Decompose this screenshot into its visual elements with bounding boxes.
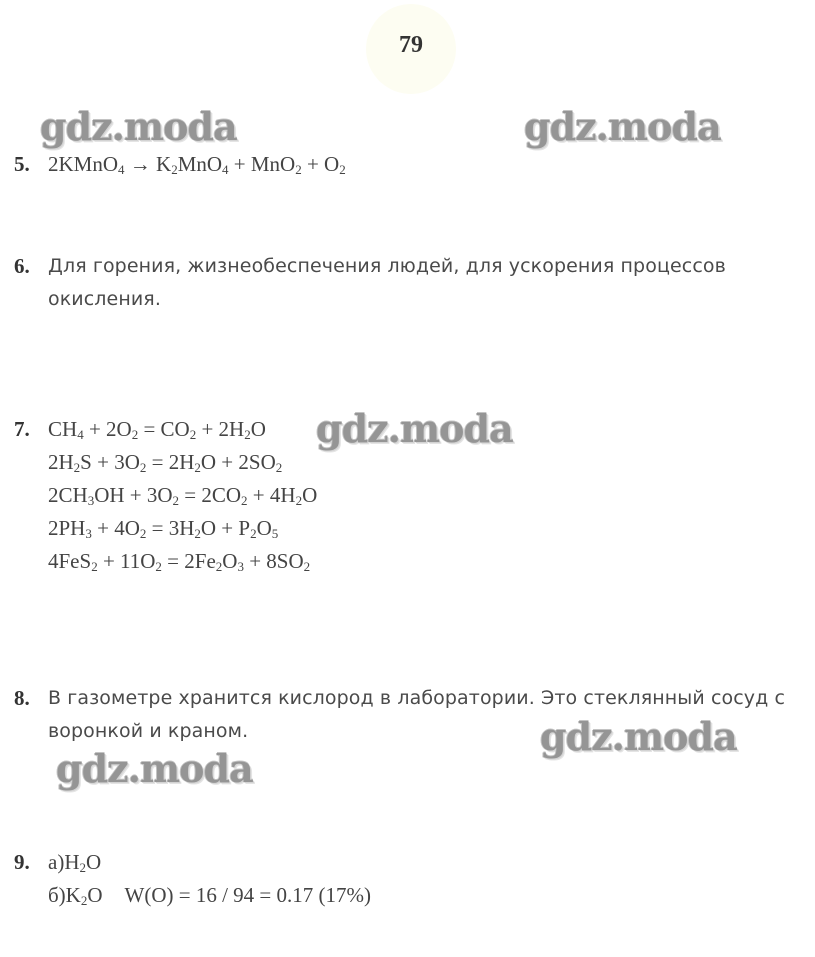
subscript: 3 (85, 526, 92, 541)
subscript: 2 (194, 460, 201, 475)
task-number: 8. (14, 686, 30, 710)
subscript: 2 (155, 559, 162, 574)
subscript: 4 (77, 427, 84, 442)
text-segment: O (222, 549, 238, 573)
task-8 (14, 682, 785, 748)
task-line (48, 283, 726, 316)
task-number: 6. (14, 254, 30, 278)
subscript: 2 (131, 427, 139, 442)
text-segment: + 4O (91, 516, 140, 540)
text-segment: 2CH (48, 483, 88, 507)
text-segment: + 4H (247, 483, 296, 507)
text-segment: MnO (177, 152, 223, 176)
subscript: 2 (73, 460, 81, 475)
task-number: 5. (14, 152, 30, 176)
watermark-logo: gdz.moda (524, 104, 721, 149)
text-segment: окисления. (48, 288, 161, 310)
task-6 (14, 250, 726, 316)
task-line (48, 846, 371, 879)
subscript: 2 (194, 526, 201, 541)
task-9 (14, 846, 371, 912)
subscript: 2 (139, 526, 147, 541)
text-segment: а)H (48, 850, 80, 874)
subscript: 2 (215, 559, 223, 574)
text-segment: O (256, 516, 272, 540)
text-segment: 2KMnO (48, 152, 119, 176)
text-segment: 2PH (48, 516, 86, 540)
text-segment: S + 3O (80, 450, 140, 474)
text-segment: + 11O (97, 549, 156, 573)
subscript: 2 (79, 860, 86, 875)
subscript: 4 (222, 162, 229, 177)
page-number: 79 (399, 32, 423, 58)
text-segment: Для горения, жизнеобеспечения людей, для ускорения процессов (48, 255, 726, 277)
task-line (48, 545, 317, 578)
text-segment: + 2O (83, 417, 132, 441)
text-segment: = 2H (146, 450, 195, 474)
watermark-logo: gdz.moda (316, 406, 513, 451)
watermark-logo: gdz.moda (56, 746, 253, 791)
subscript: 2 (250, 526, 257, 541)
task-line (48, 446, 317, 479)
text-segment: = 2Fe (161, 549, 216, 573)
task-line (48, 682, 785, 715)
subscript: 2 (275, 460, 283, 475)
task-7 (14, 413, 317, 578)
text-segment: В газометре хранится кислород в лаборатории. Это стеклянный сосуд с (48, 687, 786, 709)
text-segment: O + P (200, 516, 251, 540)
task-line (48, 512, 317, 545)
text-segment: = 2CO (179, 483, 242, 507)
text-segment: CH (48, 417, 78, 441)
task-body (48, 846, 371, 912)
text-segment: + O (301, 152, 340, 176)
text-segment: 4FeS (48, 549, 92, 573)
subscript: 2 (172, 493, 180, 508)
task-body (48, 413, 317, 578)
text-segment: O (87, 883, 103, 907)
watermark-logo: gdz.moda (40, 104, 237, 149)
subscript: 2 (189, 427, 197, 442)
task-5 (14, 148, 346, 181)
text-segment: воронкой и краном. (48, 720, 249, 742)
task-line (48, 250, 726, 283)
text-segment: O (302, 483, 318, 507)
text-segment: O (250, 417, 266, 441)
task-line (48, 879, 371, 912)
subscript: 2 (171, 162, 178, 177)
subscript: 2 (139, 460, 147, 475)
task-line (48, 715, 785, 748)
subscript: 2 (241, 493, 248, 508)
text-segment: → K (124, 152, 172, 176)
watermark-logo: gdz.moda (540, 714, 737, 759)
text-segment: + 8SO (243, 549, 304, 573)
text-segment: W(O) = 16 / 94 = 0.17 (17%) (124, 883, 371, 907)
text-segment: = 3H (146, 516, 195, 540)
subscript: 2 (244, 427, 251, 442)
subscript: 2 (303, 559, 311, 574)
task-body (48, 250, 726, 316)
subscript: 2 (339, 162, 346, 177)
text-segment: б)K (48, 883, 81, 907)
text-segment: + MnO (228, 152, 296, 176)
task-number: 7. (14, 417, 30, 441)
subscript: 2 (295, 493, 303, 508)
task-line (48, 479, 317, 512)
text-segment: 2H (48, 450, 74, 474)
text-segment: OH + 3O (94, 483, 173, 507)
text-segment: O + 2SO (200, 450, 276, 474)
task-body (48, 148, 346, 181)
subscript: 5 (271, 526, 279, 541)
subscript: 3 (237, 559, 244, 574)
subscript: 2 (80, 893, 88, 908)
task-number: 9. (14, 850, 30, 874)
text-segment: + 2H (196, 417, 245, 441)
text-segment: O (85, 850, 102, 874)
task-body (48, 682, 785, 748)
subscript: 2 (91, 559, 98, 574)
task-line (48, 413, 317, 446)
text-segment: = CO (138, 417, 190, 441)
subscript: 2 (295, 162, 302, 177)
task-line (48, 148, 346, 181)
subscript: 4 (118, 162, 125, 177)
subscript: 3 (87, 493, 95, 508)
